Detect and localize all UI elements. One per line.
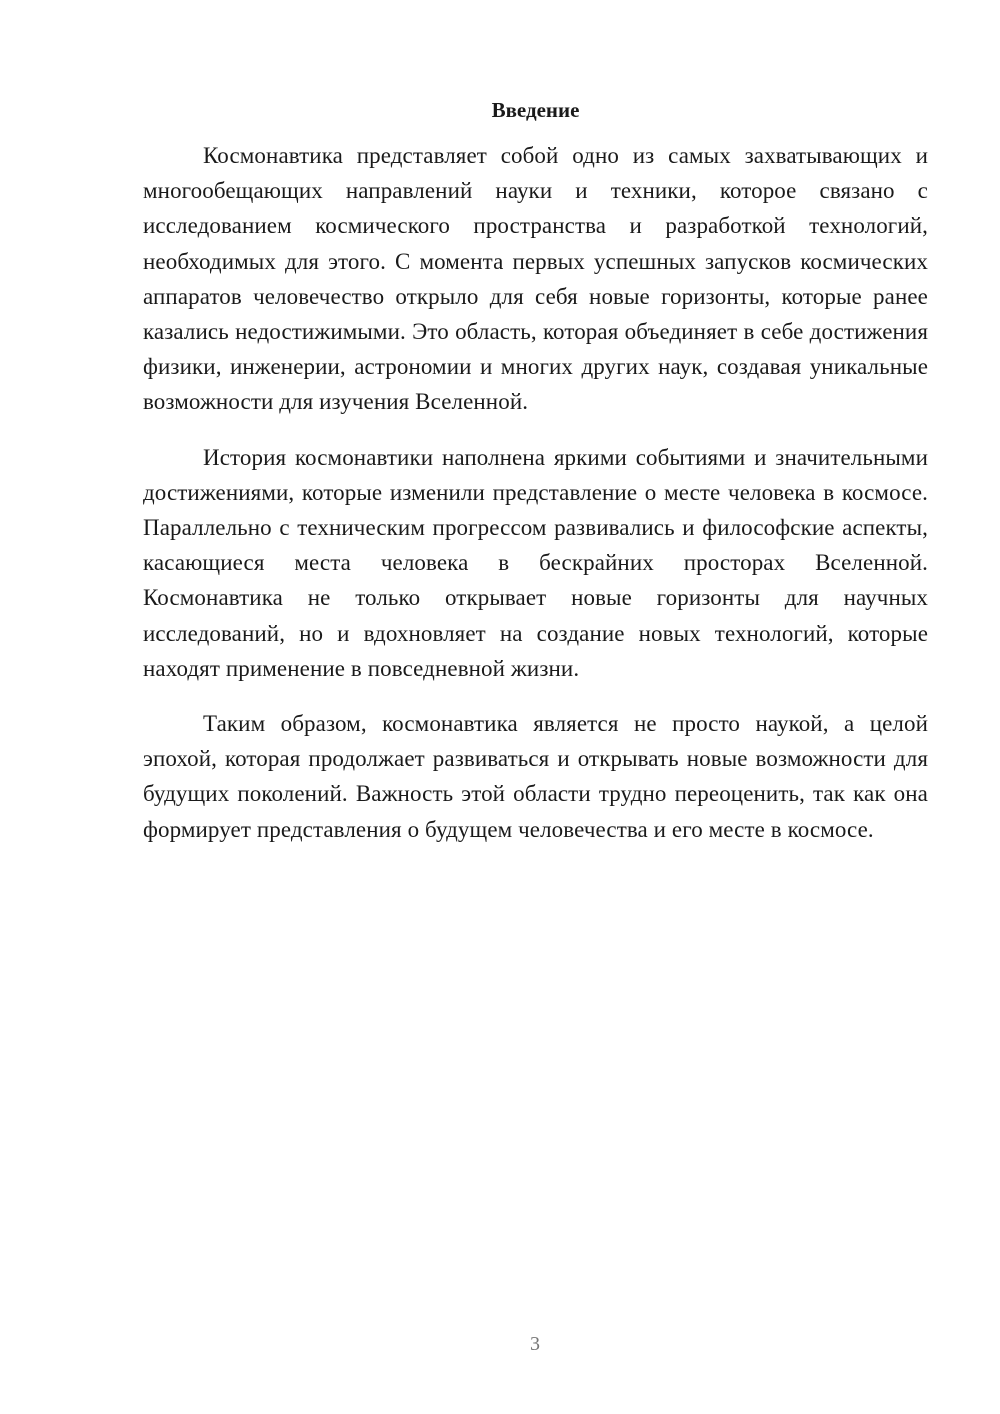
paragraph-history: История космонавтики наполнена яркими событиями и значительными достижениями, которые изменили представление о месте человека в космосе. Параллельно с техническим прогрессом развивались и философские аспекты, касающиеся места человека в бескрайних просторах Вселенной. Космонавтика не только открывает новые горизонты для научных исследований, но и вдохновляет на создание новых технологий, которые находят применение в повседневной жизни.: [143, 444, 928, 681]
page-number: 3: [530, 1333, 540, 1355]
section-heading: Введение: [491, 98, 580, 122]
paragraph-conclusion: Таким образом, космонавтика является не просто наукой, а целой эпохой, которая продолжает развиваться и открывать новые возможности для будущих поколений. Важность этой области трудно переоценить, так как она формирует представления о будущем человечества и его месте в космосе.: [143, 711, 928, 842]
paragraph-intro: Космонавтика представляет собой одно из самых захватывающих и многообещающих направлений науки и техники, которое связано с исследованием космического пространства и разработкой технологий, необходимых для этого. С момента первых успешных запусков космических аппаратов человечество открыло для себя новые горизонты, которые ранее казались недостижимыми. Это область, которая объединяет в себе достижения физики, инженерии, астрономии и многих других наук, создавая уникальные возможности для изучения Вселенной.: [143, 143, 928, 415]
page-content: [143, 94, 928, 867]
